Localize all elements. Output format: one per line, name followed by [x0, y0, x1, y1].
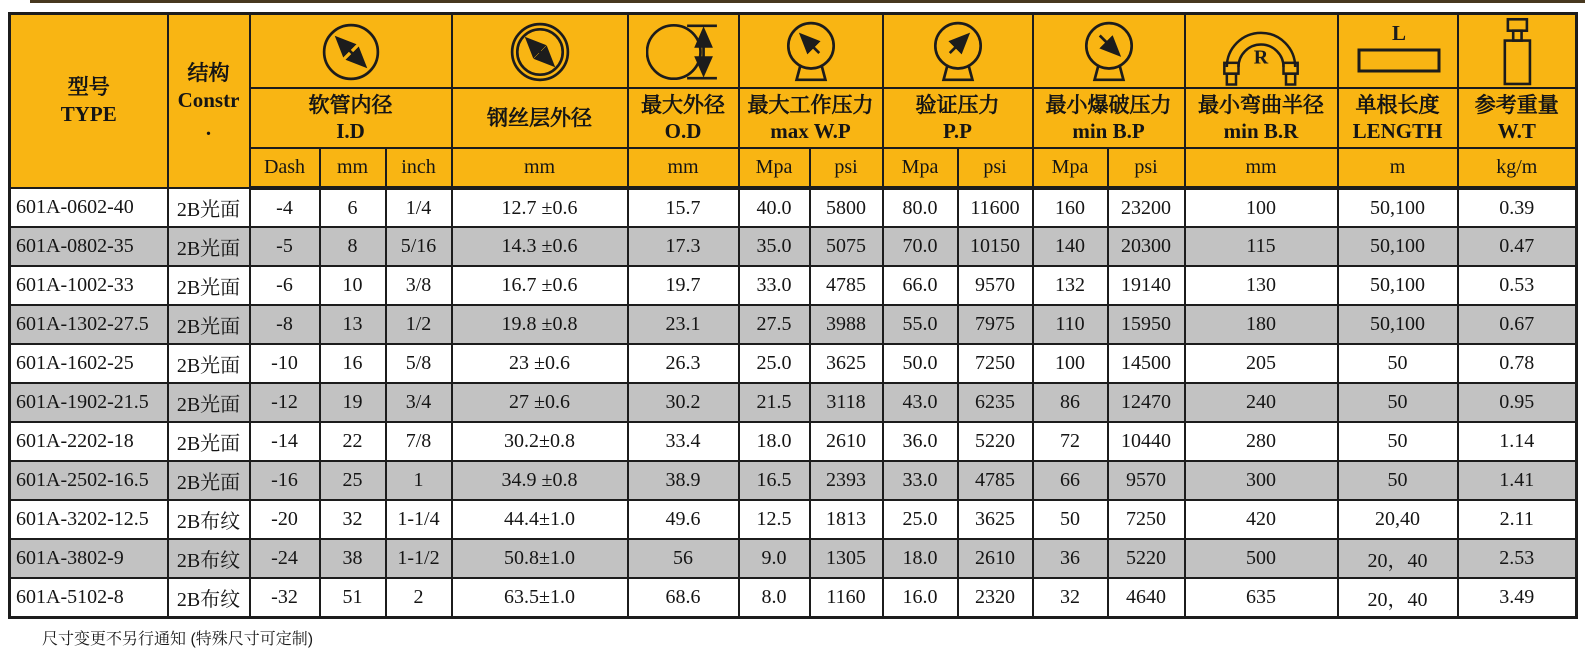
cell-od_mm: 56 — [628, 539, 739, 578]
od-label-en: O.D — [664, 119, 702, 143]
cell-od_mm: 68.6 — [628, 578, 739, 617]
table-row — [10, 227, 1577, 266]
cell-od_mm: 30.2 — [628, 383, 739, 422]
cell-construction: 2B光面 — [168, 266, 250, 305]
cell-length_m: 50 — [1338, 461, 1458, 500]
cell-wt_kgm: 0.39 — [1458, 188, 1577, 227]
col-header-length — [1338, 88, 1458, 148]
cell-wp_mpa: 18.0 — [739, 422, 810, 461]
construction-label-en: Constr — [177, 88, 240, 113]
cell-pp_mpa: 36.0 — [883, 422, 958, 461]
hose-spec-table — [8, 12, 1578, 619]
cell-dash: -4 — [250, 188, 320, 227]
cell-wt_kgm: 0.47 — [1458, 227, 1577, 266]
cell-wp_mpa: 8.0 — [739, 578, 810, 617]
cell-wp_psi: 2610 — [810, 422, 883, 461]
diameter-arrow-icon — [320, 21, 382, 83]
cell-bp_psi: 9570 — [1108, 461, 1185, 500]
cell-construction: 2B光面 — [168, 461, 250, 500]
unit-od-mm: mm — [628, 148, 739, 188]
cell-pp_mpa: 33.0 — [883, 461, 958, 500]
cell-bp_mpa: 140 — [1033, 227, 1108, 266]
wp-label-en: max W.P — [770, 119, 851, 143]
cell-wp_mpa: 16.5 — [739, 461, 810, 500]
cell-bp_mpa: 50 — [1033, 500, 1108, 539]
bp-label-zh: 最小爆破压力 — [1045, 92, 1172, 117]
cell-length_m: 20，40 — [1338, 539, 1458, 578]
cell-od_mm: 38.9 — [628, 461, 739, 500]
unit-length-m: m — [1338, 148, 1458, 188]
unit-pp-psi: psi — [958, 148, 1033, 188]
cell-od_mm: 17.3 — [628, 227, 739, 266]
cell-inch: 1/4 — [386, 188, 452, 227]
table-row — [10, 188, 1577, 227]
cell-bp_mpa: 110 — [1033, 305, 1108, 344]
cell-mm: 16 — [320, 344, 386, 383]
col-header-pp — [883, 88, 1033, 148]
bend-radius-hose-icon — [1208, 17, 1314, 87]
cell-od_mm: 15.7 — [628, 188, 739, 227]
length-bar-icon — [1339, 22, 1458, 82]
cell-type: 601A-1902-21.5 — [10, 383, 168, 422]
cell-inch: 3/8 — [386, 266, 452, 305]
cell-dash: -24 — [250, 539, 320, 578]
table-row — [10, 461, 1577, 500]
cell-wp_mpa: 35.0 — [739, 227, 810, 266]
cell-construction: 2B光面 — [168, 344, 250, 383]
cell-type: 601A-3802-9 — [10, 539, 168, 578]
cell-construction: 2B光面 — [168, 383, 250, 422]
cell-construction: 2B光面 — [168, 227, 250, 266]
cell-mm: 19 — [320, 383, 386, 422]
table-row — [10, 578, 1577, 617]
cell-inch: 5/8 — [386, 344, 452, 383]
cell-pp_psi: 2610 — [958, 539, 1033, 578]
cell-pp_mpa: 43.0 — [883, 383, 958, 422]
cell-length_m: 50 — [1338, 383, 1458, 422]
pressure-gauge-icon-pp — [927, 19, 989, 85]
cell-pp_psi: 10150 — [958, 227, 1033, 266]
header-icon-row — [10, 14, 1577, 89]
bp-icon-cell — [1033, 14, 1185, 89]
cell-wp_psi: 1813 — [810, 500, 883, 539]
cell-pp_mpa: 55.0 — [883, 305, 958, 344]
table-body — [10, 188, 1577, 617]
cell-pp_psi: 2320 — [958, 578, 1033, 617]
cell-wire_od_mm: 30.2±0.8 — [452, 422, 628, 461]
cell-wp_psi: 5800 — [810, 188, 883, 227]
cell-wp_mpa: 9.0 — [739, 539, 810, 578]
cell-wt_kgm: 2.11 — [1458, 500, 1577, 539]
cell-wt_kgm: 1.41 — [1458, 461, 1577, 500]
type-label-zh: 型号 — [67, 74, 110, 99]
cell-mm: 51 — [320, 578, 386, 617]
cell-inch: 3/4 — [386, 383, 452, 422]
cell-length_m: 50 — [1338, 422, 1458, 461]
col-header-wt — [1458, 88, 1577, 148]
bp-label-en: min B.P — [1072, 119, 1145, 143]
cell-inch: 7/8 — [386, 422, 452, 461]
cell-bp_psi: 4640 — [1108, 578, 1185, 617]
unit-id-mm: mm — [320, 148, 386, 188]
cell-type: 601A-5102-8 — [10, 578, 168, 617]
cell-construction: 2B光面 — [168, 188, 250, 227]
cell-mm: 8 — [320, 227, 386, 266]
cell-inch: 1-1/4 — [386, 500, 452, 539]
col-header-id — [250, 88, 452, 148]
cell-pp_psi: 11600 — [958, 188, 1033, 227]
cell-wt_kgm: 1.14 — [1458, 422, 1577, 461]
cell-br_mm: 100 — [1185, 188, 1338, 227]
construction-label-zh: 结构 — [187, 61, 230, 86]
cell-type: 601A-2502-16.5 — [10, 461, 168, 500]
double-circle-diameter-icon — [508, 20, 572, 84]
cell-wp_psi: 5075 — [810, 227, 883, 266]
wp-icon-cell — [739, 14, 883, 89]
unit-wire-od-mm: mm — [452, 148, 628, 188]
od-label-zh: 最大外径 — [641, 92, 726, 117]
cell-pp_psi: 7250 — [958, 344, 1033, 383]
cell-dash: -6 — [250, 266, 320, 305]
cell-wt_kgm: 2.53 — [1458, 539, 1577, 578]
cell-mm: 13 — [320, 305, 386, 344]
cell-wp_psi: 1305 — [810, 539, 883, 578]
cell-wp_psi: 3988 — [810, 305, 883, 344]
cell-wt_kgm: 3.49 — [1458, 578, 1577, 617]
cell-bp_psi: 12470 — [1108, 383, 1185, 422]
cell-length_m: 50 — [1338, 344, 1458, 383]
col-header-od — [628, 88, 739, 148]
weight-bottle-icon — [1497, 17, 1537, 87]
unit-br-mm: mm — [1185, 148, 1338, 188]
cell-length_m: 20,40 — [1338, 500, 1458, 539]
unit-wt-kgm: kg/m — [1458, 148, 1577, 188]
cell-br_mm: 240 — [1185, 383, 1338, 422]
wp-label-zh: 最大工作压力 — [747, 92, 874, 117]
table-row — [10, 422, 1577, 461]
cell-dash: -16 — [250, 461, 320, 500]
cell-pp_mpa: 16.0 — [883, 578, 958, 617]
cell-od_mm: 26.3 — [628, 344, 739, 383]
cell-mm: 32 — [320, 500, 386, 539]
cell-type: 601A-1602-25 — [10, 344, 168, 383]
cell-br_mm: 205 — [1185, 344, 1338, 383]
cell-wire_od_mm: 14.3 ±0.6 — [452, 227, 628, 266]
cell-pp_psi: 6235 — [958, 383, 1033, 422]
cell-bp_mpa: 100 — [1033, 344, 1108, 383]
construction-label-dot: . — [205, 115, 212, 140]
col-header-br — [1185, 88, 1338, 148]
type-label-en: TYPE — [60, 102, 117, 126]
cell-dash: -10 — [250, 344, 320, 383]
cell-wt_kgm: 0.78 — [1458, 344, 1577, 383]
cell-od_mm: 23.1 — [628, 305, 739, 344]
cell-pp_mpa: 25.0 — [883, 500, 958, 539]
cell-length_m: 50,100 — [1338, 188, 1458, 227]
col-header-type — [10, 14, 168, 189]
cell-wp_psi: 2393 — [810, 461, 883, 500]
cell-od_mm: 19.7 — [628, 266, 739, 305]
cell-bp_psi: 7250 — [1108, 500, 1185, 539]
id-label-en: I.D — [336, 119, 365, 143]
outer-diameter-arrow-icon — [646, 21, 720, 83]
cell-wp_mpa: 21.5 — [739, 383, 810, 422]
cell-pp_psi: 5220 — [958, 422, 1033, 461]
cell-dash: -8 — [250, 305, 320, 344]
cell-wire_od_mm: 63.5±1.0 — [452, 578, 628, 617]
br-label-en: min B.R — [1223, 119, 1299, 143]
cell-wp_psi: 1160 — [810, 578, 883, 617]
unit-wp-mpa: Mpa — [739, 148, 810, 188]
cell-dash: -12 — [250, 383, 320, 422]
unit-bp-psi: psi — [1108, 148, 1185, 188]
wire-od-icon-cell — [452, 14, 628, 89]
cell-wt_kgm: 0.67 — [1458, 305, 1577, 344]
cell-bp_psi: 19140 — [1108, 266, 1185, 305]
page-top-rule — [30, 0, 1585, 3]
cell-br_mm: 115 — [1185, 227, 1338, 266]
cell-construction: 2B光面 — [168, 305, 250, 344]
cell-od_mm: 33.4 — [628, 422, 739, 461]
cell-inch: 1-1/2 — [386, 539, 452, 578]
cell-wt_kgm: 0.53 — [1458, 266, 1577, 305]
unit-bp-mpa: Mpa — [1033, 148, 1108, 188]
pressure-gauge-icon-wp — [780, 19, 842, 85]
cell-dash: -20 — [250, 500, 320, 539]
cell-wp_mpa: 27.5 — [739, 305, 810, 344]
col-header-construction — [168, 14, 250, 189]
wt-label-en: W.T — [1497, 119, 1536, 143]
cell-wire_od_mm: 44.4±1.0 — [452, 500, 628, 539]
cell-type: 601A-0602-40 — [10, 188, 168, 227]
cell-wp_mpa: 40.0 — [739, 188, 810, 227]
cell-pp_psi: 7975 — [958, 305, 1033, 344]
length-icon-cell — [1338, 14, 1458, 89]
cell-pp_mpa: 18.0 — [883, 539, 958, 578]
cell-inch: 2 — [386, 578, 452, 617]
cell-length_m: 50,100 — [1338, 266, 1458, 305]
cell-wire_od_mm: 27 ±0.6 — [452, 383, 628, 422]
cell-od_mm: 49.6 — [628, 500, 739, 539]
table-row — [10, 539, 1577, 578]
od-icon-cell — [628, 14, 739, 89]
cell-br_mm: 420 — [1185, 500, 1338, 539]
pressure-gauge-icon-bp — [1078, 19, 1140, 85]
cell-bp_mpa: 32 — [1033, 578, 1108, 617]
cell-bp_psi: 15950 — [1108, 305, 1185, 344]
cell-wire_od_mm: 19.8 ±0.8 — [452, 305, 628, 344]
cell-type: 601A-1302-27.5 — [10, 305, 168, 344]
cell-br_mm: 130 — [1185, 266, 1338, 305]
cell-mm: 38 — [320, 539, 386, 578]
cell-bp_mpa: 160 — [1033, 188, 1108, 227]
cell-dash: -14 — [250, 422, 320, 461]
cell-type: 601A-3202-12.5 — [10, 500, 168, 539]
cell-wp_mpa: 12.5 — [739, 500, 810, 539]
cell-wire_od_mm: 23 ±0.6 — [452, 344, 628, 383]
wt-label-zh: 参考重量 — [1474, 92, 1559, 117]
cell-bp_mpa: 132 — [1033, 266, 1108, 305]
bend-radius-label: R — [1253, 46, 1269, 69]
pp-label-zh: 验证压力 — [915, 92, 1000, 117]
id-label-zh: 软管内径 — [308, 92, 393, 117]
cell-length_m: 50,100 — [1338, 305, 1458, 344]
col-header-wp — [739, 88, 883, 148]
cell-br_mm: 300 — [1185, 461, 1338, 500]
cell-pp_psi: 3625 — [958, 500, 1033, 539]
cell-bp_psi: 23200 — [1108, 188, 1185, 227]
wire-od-label-zh: 钢丝层外径 — [487, 105, 593, 130]
cell-wire_od_mm: 50.8±1.0 — [452, 539, 628, 578]
unit-id-inch: inch — [386, 148, 452, 188]
pp-label-en: P.P — [943, 119, 972, 143]
id-icon-cell — [250, 14, 452, 89]
table-row — [10, 344, 1577, 383]
unit-dash: Dash — [250, 148, 320, 188]
cell-mm: 25 — [320, 461, 386, 500]
cell-bp_mpa: 66 — [1033, 461, 1108, 500]
cell-wt_kgm: 0.95 — [1458, 383, 1577, 422]
table-row — [10, 383, 1577, 422]
cell-construction: 2B光面 — [168, 422, 250, 461]
pp-icon-cell — [883, 14, 1033, 89]
cell-bp_mpa: 86 — [1033, 383, 1108, 422]
cell-dash: -5 — [250, 227, 320, 266]
cell-construction: 2B布纹 — [168, 539, 250, 578]
br-label-zh: 最小弯曲半径 — [1198, 92, 1325, 117]
cell-length_m: 20，40 — [1338, 578, 1458, 617]
length-label-en: LENGTH — [1352, 119, 1443, 143]
length-icon-label: L — [1391, 22, 1406, 45]
cell-br_mm: 500 — [1185, 539, 1338, 578]
cell-construction: 2B布纹 — [168, 578, 250, 617]
cell-wire_od_mm: 12.7 ±0.6 — [452, 188, 628, 227]
unit-pp-mpa: Mpa — [883, 148, 958, 188]
cell-length_m: 50,100 — [1338, 227, 1458, 266]
table-row — [10, 305, 1577, 344]
cell-br_mm: 635 — [1185, 578, 1338, 617]
col-header-wire-od — [452, 88, 628, 148]
cell-bp_psi: 20300 — [1108, 227, 1185, 266]
footnote: 尺寸变更不另行通知 (特殊尺寸可定制) — [42, 631, 314, 648]
br-icon-cell — [1185, 14, 1338, 89]
cell-bp_psi: 5220 — [1108, 539, 1185, 578]
cell-bp_psi: 10440 — [1108, 422, 1185, 461]
cell-inch: 5/16 — [386, 227, 452, 266]
cell-wire_od_mm: 16.7 ±0.6 — [452, 266, 628, 305]
cell-pp_mpa: 50.0 — [883, 344, 958, 383]
cell-pp_mpa: 66.0 — [883, 266, 958, 305]
cell-bp_mpa: 36 — [1033, 539, 1108, 578]
cell-construction: 2B布纹 — [168, 500, 250, 539]
cell-type: 601A-2202-18 — [10, 422, 168, 461]
cell-pp_mpa: 70.0 — [883, 227, 958, 266]
cell-wp_mpa: 33.0 — [739, 266, 810, 305]
cell-dash: -32 — [250, 578, 320, 617]
cell-mm: 6 — [320, 188, 386, 227]
cell-wp_psi: 3118 — [810, 383, 883, 422]
table-row — [10, 266, 1577, 305]
wt-icon-cell — [1458, 14, 1577, 89]
table-row — [10, 500, 1577, 539]
cell-inch: 1/2 — [386, 305, 452, 344]
cell-type: 601A-1002-33 — [10, 266, 168, 305]
cell-bp_psi: 14500 — [1108, 344, 1185, 383]
cell-mm: 10 — [320, 266, 386, 305]
cell-wp_mpa: 25.0 — [739, 344, 810, 383]
cell-mm: 22 — [320, 422, 386, 461]
cell-pp_psi: 4785 — [958, 461, 1033, 500]
length-label-zh: 单根长度 — [1355, 92, 1440, 117]
cell-wire_od_mm: 34.9 ±0.8 — [452, 461, 628, 500]
cell-pp_mpa: 80.0 — [883, 188, 958, 227]
cell-bp_mpa: 72 — [1033, 422, 1108, 461]
cell-wp_psi: 3625 — [810, 344, 883, 383]
cell-br_mm: 180 — [1185, 305, 1338, 344]
cell-wp_psi: 4785 — [810, 266, 883, 305]
cell-type: 601A-0802-35 — [10, 227, 168, 266]
cell-br_mm: 280 — [1185, 422, 1338, 461]
unit-wp-psi: psi — [810, 148, 883, 188]
cell-pp_psi: 9570 — [958, 266, 1033, 305]
cell-inch: 1 — [386, 461, 452, 500]
col-header-bp — [1033, 88, 1185, 148]
